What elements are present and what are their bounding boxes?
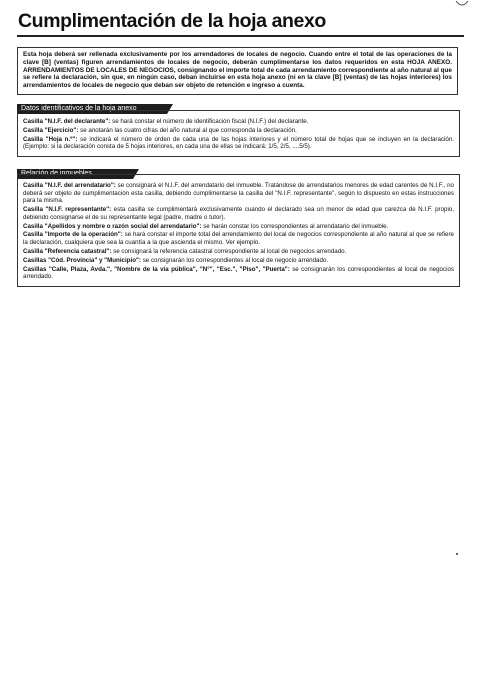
field-description: se harán constar los correspondientes al arrendatario del inmueble.	[201, 222, 389, 230]
instruction-item	[23, 223, 454, 231]
section-title-relacion-inmuebles: Relación de inmuebles	[17, 169, 133, 179]
instruction-item	[23, 231, 454, 246]
field-term: Casillas "Calle, Plaza, Avda.", "Nombre de la vía pública", "N°", "Esc.", "Piso", "Puerta":	[23, 265, 290, 273]
section-title-datos-identificativos: Datos identificativos de la hoja anexo	[17, 104, 167, 114]
instruction-item	[23, 182, 454, 205]
corner-mark-icon	[455, 0, 469, 8]
field-term: Casilla "N.I.F. del arrendatario":	[23, 182, 116, 189]
scan-speck	[456, 553, 458, 555]
field-term: Casilla "N.I.F. representante":	[23, 206, 112, 214]
instruction-item	[23, 118, 454, 126]
field-description: se anotarán las cuatro cifras del año natural al que corresponda la declaración.	[78, 126, 297, 134]
field-term: Casilla "Importe de la operación":	[23, 231, 123, 239]
field-term: Casilla "Referencia catastral":	[23, 247, 112, 255]
instruction-item	[23, 136, 454, 151]
field-description: se consignará la referencia catastral correspondiente al local de negocios arrendado.	[111, 247, 347, 255]
section-relacion-inmuebles	[17, 174, 460, 287]
instruction-item	[23, 257, 454, 265]
field-description: esta casilla se cumplimentará exclusivamente cuando el declarado sea un menor de edad que carezca de N.I.F. propio, debiendo consignarse el de su representante legal (padre, madre o tutor).	[23, 206, 454, 221]
field-term: Casilla "N.I.F. del declarante":	[23, 118, 111, 125]
field-description: se consignará el N.I.F. del arrendatario del inmueble. Tratándose de arrendatarios menores de edad carentes de N.I.F., no deberá ser objeto de cumplimentación esta casilla, debiendo cumplimentarse la casilla del "N.I.F. representante", según lo dispuesto en estas instrucciones para la misma.	[23, 182, 454, 205]
title-divider	[17, 35, 464, 37]
field-term: Casilla "Apellidos y nombre o razón social del arrendatario":	[23, 222, 202, 230]
field-term: Casilla "Ejercicio":	[23, 126, 79, 134]
field-description: se consignarán los correspondientes al local de negocios arrendado.	[23, 265, 454, 281]
instruction-item	[23, 266, 454, 281]
field-term: Casillas "Cód. Provincia" y "Municipio":	[23, 256, 141, 264]
field-description: se hará constar el número de identificación fiscal (N.I.F.) del declarante.	[110, 118, 309, 125]
field-description: se consignarán los correspondientes al local de negocio arrendado.	[140, 256, 329, 264]
page-title: Cumplimentación de la hoja anexo	[18, 10, 326, 32]
field-term: Casilla "Hoja n.º":	[23, 135, 78, 143]
field-description: se indicará el número de orden de cada una de las hojas interiores y el número total de hojas que se incluyen en la declaración. (Ejemplo: si la declaración consta de 5 hojas interiores, en cada una de ellas se indicará: 1/5, 2/5, ....5/5).	[23, 135, 454, 151]
instruction-item	[23, 127, 454, 135]
instruction-item	[23, 248, 454, 256]
intro-notice: Esta hoja deberá ser rellenada exclusivamente por los arrendadores de locales de negocio. Cuando entre el total de las operaciones de la clave [B] (ventas) figuren arrendamientos de locales de negocio, deberán cumplimentarse los datos requeridos en esta HOJA ANEXO. ARRENDAMIENTOS DE LOCALES DE NEGOCIOS, consignando el importe total de cada arrendamiento correspondiente al año natural al que se refiere la declaración, sin que, en ningún caso, deban incluirse en esta hoja anexo (ni en la clave [B] (ventas) de las hojas interiores) los arrendamientos de locales de negocio que deban ser objeto de retención e ingreso a cuenta.	[17, 47, 458, 95]
field-description: se hará constar el importe total del arrendamiento del local de negocios correspondiente al año natural al que se refiere la declaración, cualquiera que sea la cuantía a la que ascienda el mismo. Ver ejemplo.	[23, 231, 454, 247]
section-datos-identificativos	[17, 110, 460, 157]
instruction-item	[23, 206, 454, 221]
